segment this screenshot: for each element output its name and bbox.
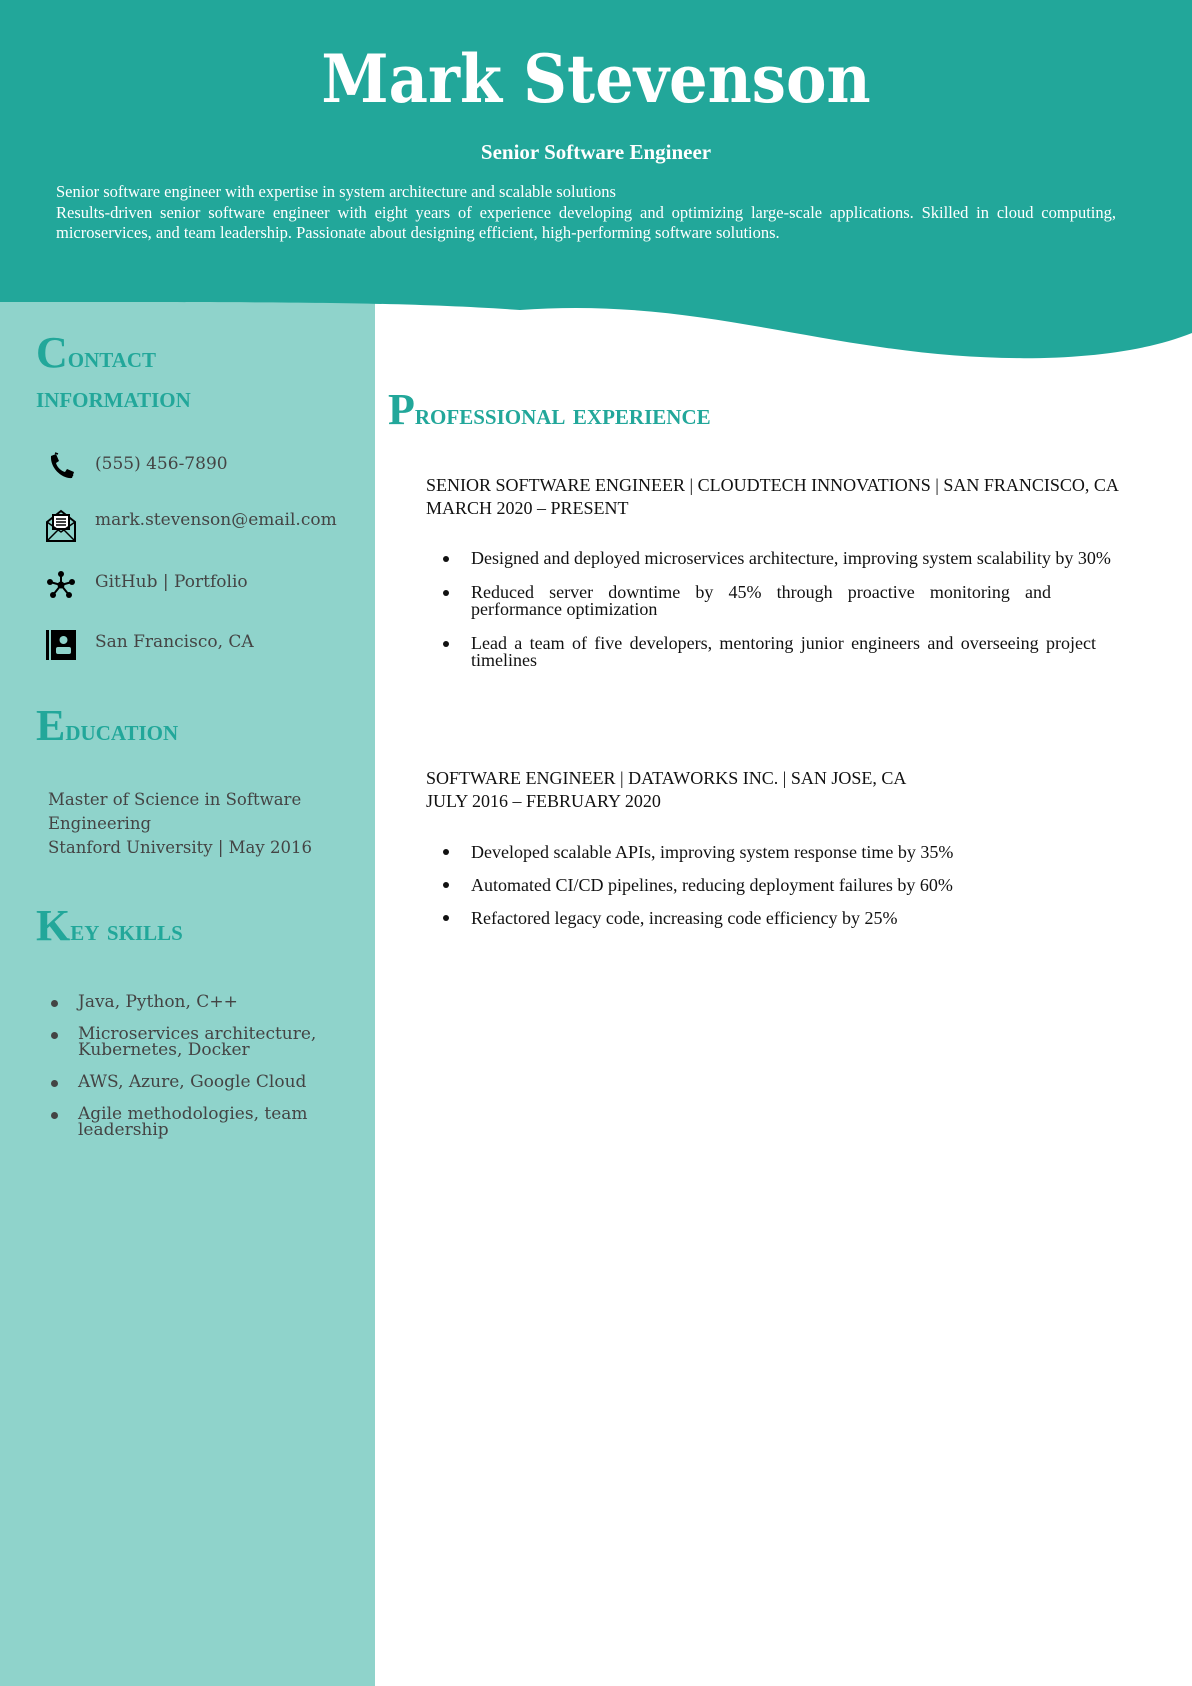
network-icon — [46, 570, 76, 600]
heading-rest: ontact — [67, 341, 157, 374]
contact-card-icon — [46, 630, 76, 660]
envelope-icon — [46, 508, 76, 538]
skills-heading — [36, 900, 183, 951]
contact-location — [46, 630, 366, 670]
contact-phone — [46, 452, 366, 492]
heading-rest: rofessional experience — [414, 398, 711, 431]
education-entry — [48, 788, 348, 860]
school-and-date: Stanford University | May 2016 — [48, 838, 312, 857]
experience-heading — [388, 384, 711, 435]
heading-initial: K — [36, 901, 71, 950]
skill-item: Agile methodologies, team leadership — [48, 1106, 338, 1138]
email-text[interactable]: mark.stevenson@email.com — [95, 510, 337, 530]
job-title-line: SOFTWARE ENGINEER | DATAWORKS INC. | SAN JOSE, CA — [426, 768, 907, 788]
job-bullet: Reduced server downtime by 45% through proactive monitoring and performance optimization — [426, 584, 1051, 618]
contact-heading — [36, 328, 356, 419]
job-bullet: Designed and deployed microservices architecture, improving system scalability by 30% — [426, 550, 1166, 567]
job-bullets — [426, 550, 1166, 669]
degree: Master of Science in Software Engineering — [48, 790, 302, 833]
links-text[interactable]: GitHub | Portfolio — [95, 572, 248, 592]
skill-item: Java, Python, C++ — [48, 994, 338, 1010]
summary-text: Results-driven senior software engineer with eight years of experience developing and optimizing large-scale applications. Skilled in cloud computing, microservices, and team leadership. Passionate about designing efficient, high-performing software solutions. — [56, 202, 1116, 242]
job-dates: MARCH 2020 – PRESENT — [426, 498, 629, 518]
contact-links — [46, 570, 366, 610]
job-bullet: Automated CI/CD pipelines, reducing deployment failures by 60% — [426, 876, 1166, 894]
skill-item: Microservices architecture, Kubernetes, Docker — [48, 1026, 338, 1058]
job-bullet: Developed scalable APIs, improving system response time by 35% — [426, 843, 1166, 861]
heading-initial: C — [36, 328, 68, 377]
heading-initial: P — [388, 385, 415, 434]
skills-list — [48, 994, 338, 1154]
job-entry — [426, 474, 1166, 686]
heading-line2: information — [36, 381, 191, 414]
skill-item: AWS, Azure, Google Cloud — [48, 1074, 338, 1090]
candidate-title: Senior Software Engineer — [480, 140, 712, 164]
education-heading — [36, 700, 178, 751]
job-bullets — [426, 843, 1166, 927]
job-bullet: Lead a team of five developers, mentoring junior engineers and overseeing project timelines — [426, 635, 1096, 669]
job-bullet: Refactored legacy code, increasing code efficiency by 25% — [426, 909, 1166, 927]
heading-rest: ey skills — [70, 914, 183, 947]
job-title-line: SENIOR SOFTWARE ENGINEER | CLOUDTECH INNOVATIONS | SAN FRANCISCO, CA — [426, 475, 1119, 495]
heading-initial: E — [36, 701, 66, 750]
job-dates: JULY 2016 – FEBRUARY 2020 — [426, 791, 661, 811]
heading-rest: ducation — [65, 714, 179, 747]
job-entry — [426, 767, 1166, 942]
phone-text: (555) 456-7890 — [95, 454, 228, 474]
contact-email — [46, 508, 366, 548]
candidate-name: Mark Stevenson — [321, 40, 871, 118]
location-text: San Francisco, CA — [95, 632, 254, 652]
tagline: Senior software engineer with expertise in system architecture and scalable solutions — [56, 182, 616, 201]
phone-icon — [46, 452, 76, 482]
profile-summary — [56, 182, 1116, 244]
